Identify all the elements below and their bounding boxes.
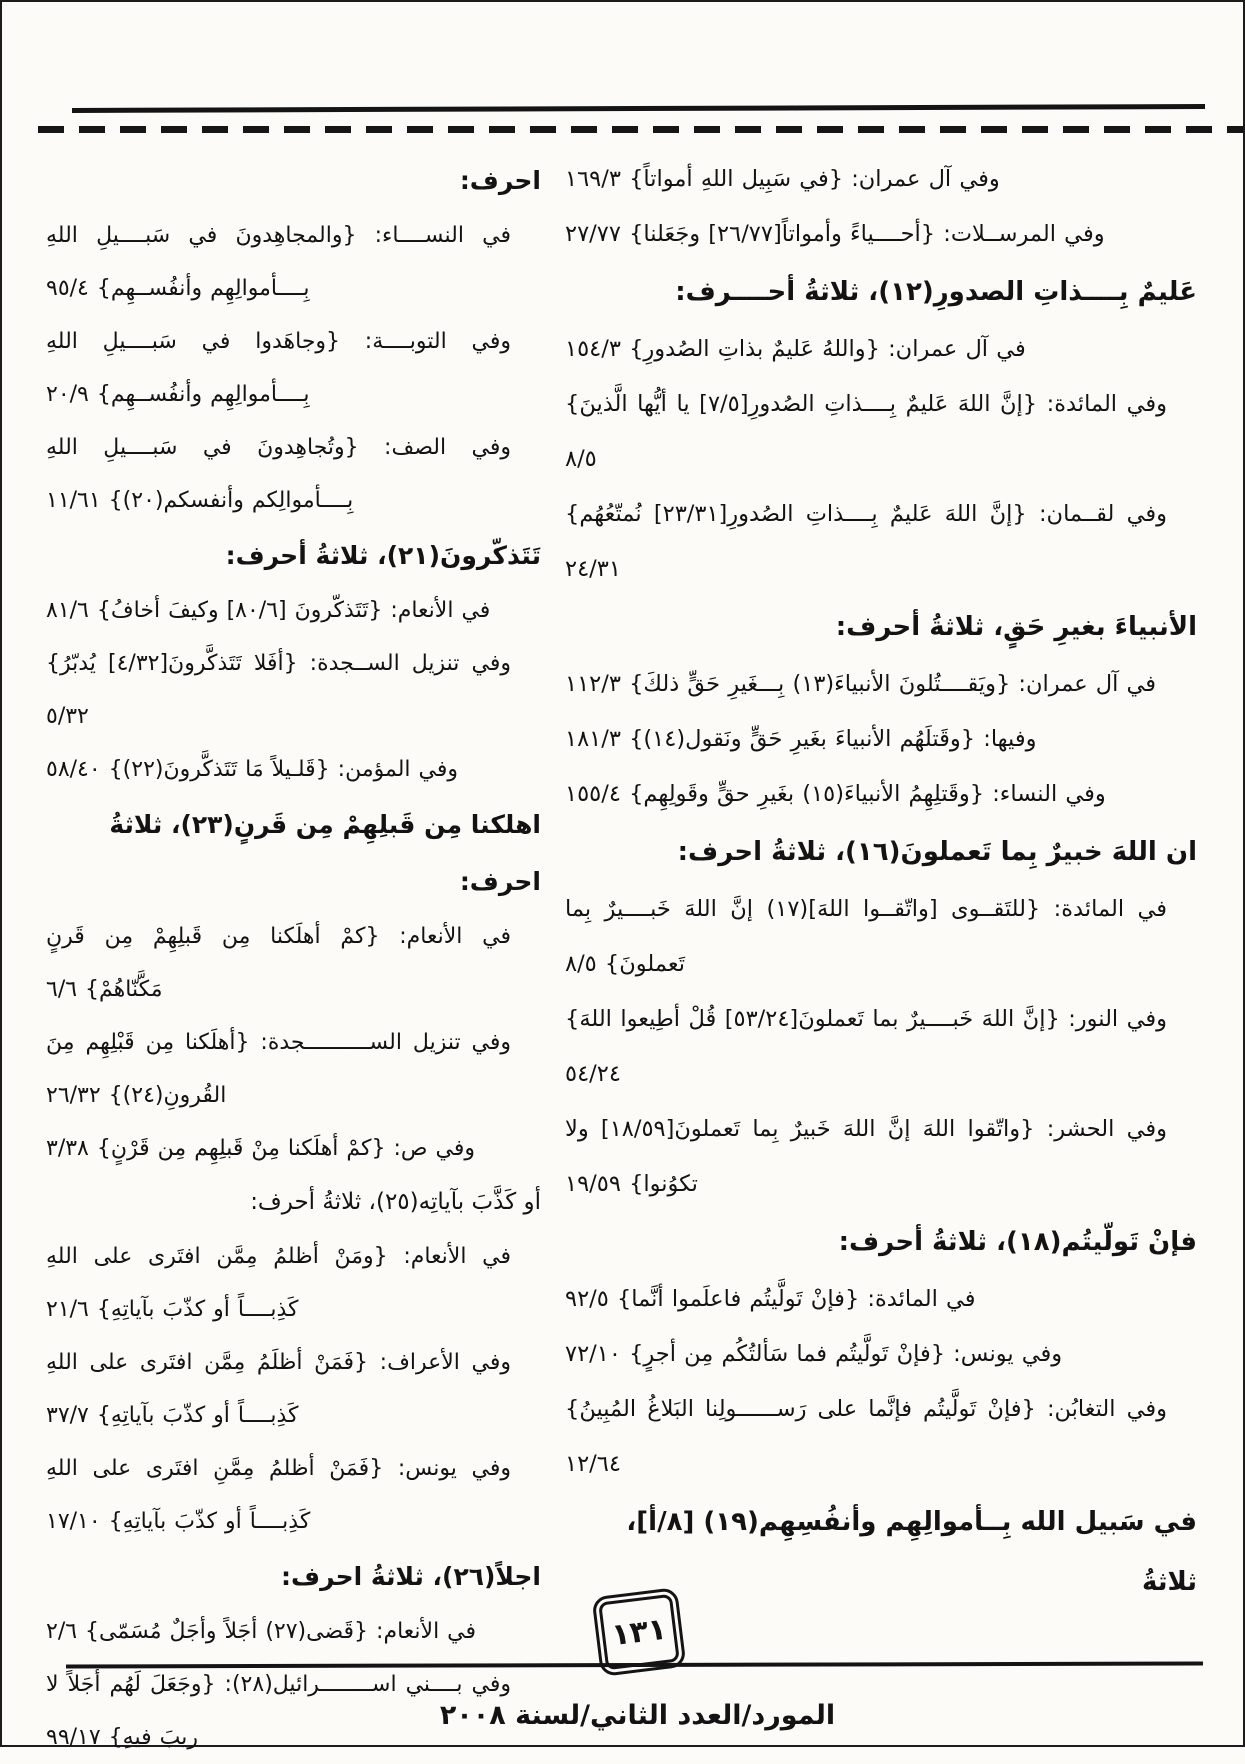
verse-index-entry: وفي الحشر: {واتّقوا اللهَ إنَّ اللهَ خَبيرٌ بِما تَعملونَ[١٨/٥٩] ولا تكوُنوا} ١٩/٥٩ bbox=[565, 1116, 1167, 1197]
verse-index-entry: وفي يونس: {فإنْ تَولَّيتُم فما سَألتُكُم مِن أجرٍ} ٧٢/١٠ bbox=[565, 1341, 1063, 1367]
phrase-heading: اهلكنا مِن قَبلِهِمْ مِن قَرنٍ(٢٣)، ثلاثةُ احرف: bbox=[109, 810, 541, 896]
phrase-heading: فإنْ تَولّيتُم(١٨)، ثلاثةُ أحرف: bbox=[838, 1227, 1197, 1257]
verse-index-entry: في الأنعام: {كمْ أهلَكنا مِن قَبلِهِمْ مِن قَرنٍ مَكَّنّاهُمْ} ٦/٦ bbox=[46, 924, 511, 1002]
phrase-heading: في سَبيل الله بِــأموالِهِم وأنفُسِهِم(١٩) [٨/أ]، ثلاثةُ bbox=[626, 1507, 1197, 1597]
verse-index-entry: في الأنعام: {تَتَذكّرونَ [٨٠/٦] وكيفَ أخافُ} ٨١/٦ bbox=[46, 598, 491, 623]
verse-index-entry: وفي آل عمران: {في سَبِيل اللهِ أمواتاً} ١٦٩/٣ bbox=[565, 166, 1000, 192]
top-dashed-rule bbox=[38, 126, 1243, 133]
verse-index-entry: وفي المرســلات: {أحــــياءً وأمواتاً[٢٦/٧٧] وجَعَلنا} ٢٧/٧٧ bbox=[565, 221, 1105, 247]
verse-index-entry: في الأنعام: {ومَنْ أظلمُ مِمَّن افتَرى على اللهِ كَذِبــــاً أو كذّبَ بآياتِهِ} ٢١/٦ bbox=[46, 1244, 511, 1322]
verse-index-entry: وفي تنزيل الســــــــــجدة: {أهلَكنا مِن قَبْلِهِم مِنَ القُرونِ(٢٤)} ٢٦/٣٢ bbox=[46, 1030, 511, 1108]
verse-index-entry: وفي الصف: {وتُجاهِدونَ في سَبــــيلِ اللهِ بِــــأموالِكم وأنفسكم(٢٠)} ١١/٦١ bbox=[46, 435, 511, 513]
verse-index-entry: وفي ص: {كمْ أهلَكنا مِنْ قَبلِهِم مِن قَرْنٍ} ٣/٣٨ bbox=[46, 1136, 475, 1161]
verse-index-entry: في آل عمران: {ويَقــــتُلونَ الأنبياءَ(١٣) بِـــغَيرِ حَقٍّ ذلكَ} ١١٢/٣ bbox=[565, 671, 1157, 697]
verse-index-entry: وفي التغابُن: {فإنْ تَولَّيتُم فإنَّما على رَســــــولِنا البَلاغُ المُبِينُ} ١٢/٦٤ bbox=[565, 1396, 1167, 1477]
verse-index-entry: وفي الأعراف: {فَمَنْ أظلَمُ مِمَّن افتَرى على اللهِ كَذِبــــاً أو كذّبَ بآياتِهِ} ٣٧/٧ bbox=[46, 1350, 511, 1428]
top-solid-rule bbox=[72, 104, 1205, 113]
verse-index-entry: في المائدة: {فإنْ تَولَّيتُم فاعلَموا أنَّما} ٩٢/٥ bbox=[565, 1286, 976, 1312]
phrase-heading: ان اللهَ خبيرٌ بِما تَعملونَ(١٦)، ثلاثةُ احرف: bbox=[677, 837, 1197, 867]
verse-index-entry: في آل عمران: {واللهُ عَليمٌ بذاتِ الصُدورِ} ١٥٤/٣ bbox=[565, 336, 1026, 362]
verse-index-entry: وفي تنزيل الســجدة: {أفَلا تَتَذكَّرونَ[٤/٣٢] يُدبّرُ} ٥/٣٢ bbox=[46, 651, 511, 729]
verse-index-entry: في الأنعام: {قَضى(٢٧) أجَلاً وأجَلٌ مُسَمّى} ٢/٦ bbox=[46, 1619, 477, 1644]
journal-footer: المورد/العدد الثاني/لسنة ٢٠٠٨ bbox=[439, 1700, 836, 1731]
phrase-heading: أو كَذَّبَ بآياتِه(٢٥)، ثلاثةُ أحرف: bbox=[250, 1189, 541, 1215]
verse-index-entry: وفي التوبــــة: {وجاهَدوا في سَبــــيلِ اللهِ بِــــأموالِهِم وأنفُســهِم} ٢٠/٩ bbox=[46, 329, 511, 407]
verse-index-entry: وفي المائدة: {إنَّ اللهَ عَليمٌ بِــــذاتِ الصُدورِ[٧/٥] يا أيُّها الَّذينَ} ٨/٥ bbox=[565, 391, 1167, 472]
phrase-heading: الأنبياءَ بغيرِ حَقٍ، ثلاثةُ أحرف: bbox=[835, 612, 1197, 642]
page-number: ١٣١ bbox=[609, 1611, 669, 1653]
verse-index-entry: في المائدة: {للتَقــوى [واتّقــوا اللهَ](١٧) إنَّ اللهَ خَبــــيرٌ بِما تَعملونَ} ٨/٥ bbox=[565, 896, 1167, 977]
left-text-column bbox=[46, 152, 541, 1750]
verse-index-entry: وفي النساء: {وقَتلِهِمُ الأنبياءَ(١٥) بغَيرِ حقٍّ وقَولِهِم} ١٥٥/٤ bbox=[565, 781, 1106, 807]
verse-index-entry: وفيها: {وقَتلَهُم الأنبياءَ بغَيرِ حَقٍّ ونَقول(١٤)} ١٨١/٣ bbox=[565, 726, 1037, 752]
verse-index-entry: وفي لقــمان: {إنَّ اللهَ عَليمٌ بِــــذاتِ الصُدورِ[٢٣/٣١] نُمتّعُهُم} ٢٤/٣١ bbox=[565, 501, 1167, 582]
phrase-heading: اجلاً(٢٦)، ثلاثةُ احرف: bbox=[281, 1562, 541, 1591]
verse-index-entry: وفي بــــني اســــــــرائيل(٢٨): {وجَعَلَ لَهُم أجَلاً لا ريبَ فيهِ} ٩٩/١٧ bbox=[46, 1672, 511, 1750]
phrase-heading: عَليمٌ بِــــذاتِ الصدورِ(١٢)، ثلاثةُ أحــــرف: bbox=[675, 277, 1197, 307]
verse-index-entry: وفي النور: {إنَّ اللهَ خَبــــيرٌ بما تَعملونَ[٥٣/٢٤] قُلْ أطِيعوا اللهَ} ٥٤/٢٤ bbox=[565, 1006, 1167, 1087]
verse-index-entry: في النســــاء: {والمجاهِدونَ في سَبــــيلِ اللهِ بِــــأموالِهِم وأنفُســهِم} ٩٥/٤ bbox=[46, 223, 511, 301]
verse-index-entry: وفي المؤمن: {قَلـيلاً مَا تَتَذكَّرونَ(٢٢)} ٥٨/٤٠ bbox=[46, 757, 458, 782]
right-text-column bbox=[565, 152, 1197, 1597]
phrase-heading: احرف: bbox=[459, 166, 541, 195]
phrase-heading: تَتَذكّرونَ(٢١)، ثلاثةُ أحرف: bbox=[225, 541, 541, 570]
verse-index-entry: وفي يونس: {فَمَنْ أظلمُ مِمَّنِ افتَرى على اللهِ كَذِبــــاً أو كذّبَ بآياتِهِ} ١٧/١٠ bbox=[46, 1456, 511, 1534]
